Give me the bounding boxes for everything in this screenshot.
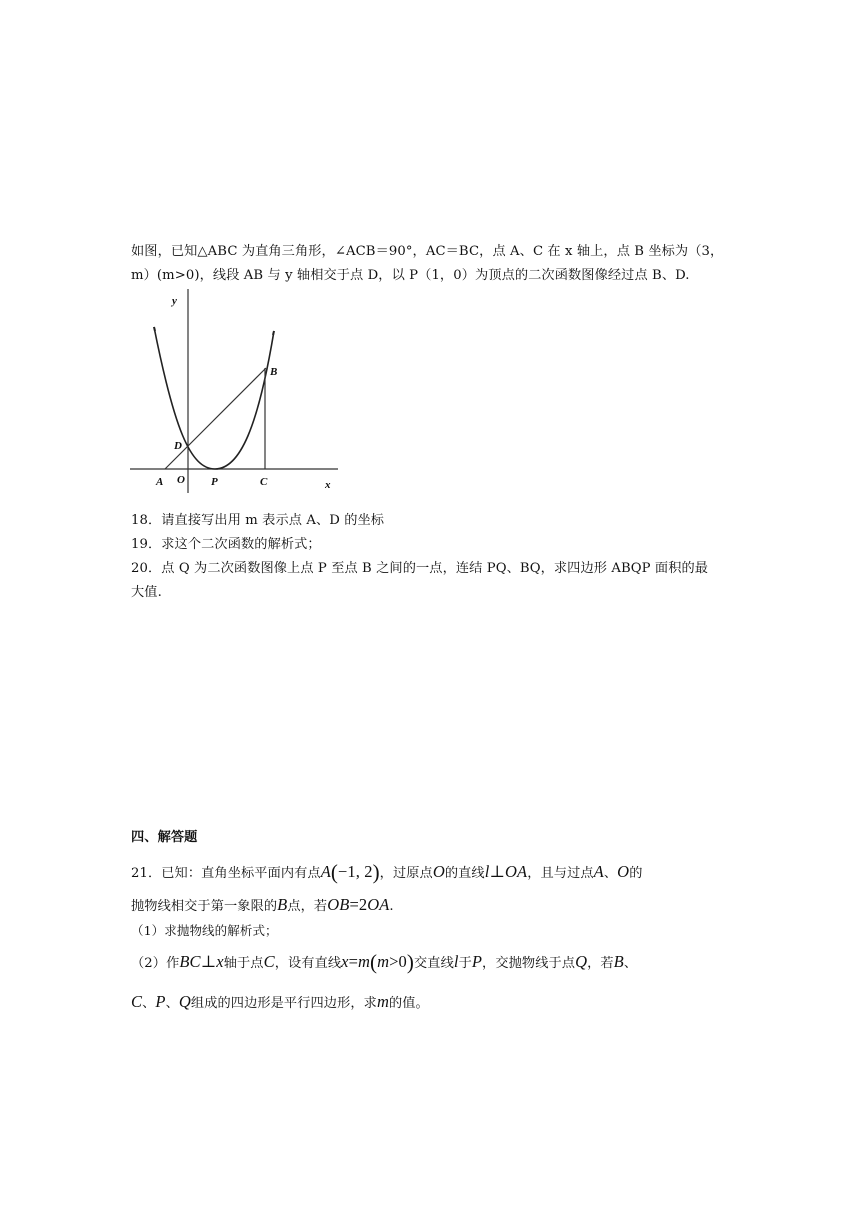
- label-y: y: [172, 295, 177, 307]
- point-b-math: B: [277, 895, 288, 914]
- q3-m-math: m: [376, 992, 389, 1011]
- q2-lparen: (: [370, 950, 378, 974]
- p21-mid3: ，且与过点: [527, 866, 594, 881]
- q2-point-b-math: B: [613, 952, 624, 971]
- q3-point-c-math: C: [131, 992, 143, 1011]
- question-20-line1: 20．点 Q 为二次函数图像上点 P 至点 B 之间的一点，连结 PQ、BQ，求四边形 ABQP 面积的最: [131, 561, 709, 576]
- parabola-left-end: [154, 327, 155, 331]
- p21-l2-end: .: [389, 899, 394, 914]
- p21-mid1: ，过原点: [379, 866, 433, 881]
- origin-o2-math: O: [617, 862, 630, 881]
- problem-21-line1: [131, 860, 642, 886]
- parabola-right-end: [273, 331, 274, 335]
- line-l-math: l: [484, 862, 490, 881]
- label-c: C: [260, 476, 268, 488]
- q2-mid2: ，设有直线: [274, 956, 342, 971]
- q2-mid4: 于: [458, 956, 472, 971]
- question-20-line2: 大值.: [131, 585, 162, 600]
- q3-mid: 组成的四边形是平行四边形，求: [190, 996, 377, 1011]
- question-18: 18．请直接写出用 m 表示点 A、D 的坐标: [131, 513, 385, 528]
- point-a2-math: A: [593, 862, 604, 881]
- problem-a-intro-line1: 如图，已知△ABC 为直角三角形，∠ACB＝90°，AC＝BC，点 A、C 在 x 轴上，点 B 坐标为（3，: [131, 244, 724, 259]
- label-a: A: [156, 476, 164, 488]
- paren-right: ): [372, 860, 380, 884]
- p21-end: 的: [629, 866, 643, 881]
- q2-sep: 、: [623, 956, 638, 971]
- m-var2-math: m: [377, 952, 390, 971]
- parabola-curve: [154, 327, 274, 469]
- q3-sep1: 、: [142, 996, 156, 1011]
- perp-symbol: ⊥: [489, 862, 506, 881]
- problem-21-q2-cont: [131, 990, 429, 1016]
- p21-l2-mid: 点，若: [287, 899, 328, 914]
- point-a-coords: −1, 2: [338, 862, 373, 881]
- paren-left: (: [330, 860, 338, 884]
- coef-2: 2: [358, 895, 368, 914]
- gt-symbol: >: [389, 952, 399, 971]
- q2-mid5: ，交抛物线于点: [482, 956, 576, 971]
- q3-point-q-math: Q: [178, 992, 191, 1011]
- q2-line-l-math: l: [453, 952, 459, 971]
- origin-o-math: O: [432, 862, 445, 881]
- q2-perp: ⊥: [200, 952, 217, 971]
- q2-mid3: 交直线: [414, 956, 454, 971]
- label-o: O: [177, 474, 185, 486]
- q2-rparen: ): [406, 950, 414, 974]
- q2-mid6: ，若: [587, 956, 614, 971]
- q2-prefix: （2）作: [131, 956, 180, 971]
- oa-math: OA: [505, 862, 528, 881]
- x-var-math: x: [341, 952, 349, 971]
- segment-ab: [165, 368, 266, 469]
- point-c-math: C: [263, 952, 275, 971]
- problem-21-q2: [131, 950, 637, 976]
- x-axis-math: x: [216, 952, 224, 971]
- section-title: 四、解答题: [131, 830, 198, 845]
- p21-sep: 、: [603, 866, 618, 881]
- point-p-math: P: [471, 952, 483, 971]
- q3-sep2: 、: [165, 996, 179, 1011]
- q2-mid1: 轴于点: [223, 956, 264, 971]
- zero-value: 0: [398, 952, 407, 971]
- p21-mid2: 的直线: [444, 866, 485, 881]
- label-b: B: [270, 366, 278, 378]
- label-d: D: [174, 440, 182, 452]
- equals-symbol: =: [349, 895, 359, 914]
- q3-point-p-math: P: [155, 992, 166, 1011]
- label-x: x: [325, 479, 331, 491]
- p21-prefix: 21．已知：直角坐标平面内有点: [131, 866, 321, 881]
- label-p: P: [211, 476, 218, 488]
- p21-l2-prefix: 抛物线相交于第一象限的: [131, 899, 278, 914]
- bc-math: BC: [179, 952, 201, 971]
- question-19: 19．求这个二次函数的解析式；: [131, 537, 321, 552]
- problem-a-intro-line2: m）(m>0)，线段 AB 与 y 轴相交于点 D，以 P（1，0）为顶点的二次函数图像经过点 B、D.: [131, 268, 690, 283]
- parabola-triangle-figure: [124, 287, 344, 493]
- ob-math: OB: [327, 895, 350, 914]
- oa2-math: OA: [367, 895, 390, 914]
- m-var-math: m: [357, 952, 371, 971]
- q2-eq: =: [348, 952, 358, 971]
- q3-end: 的值。: [388, 996, 429, 1011]
- problem-21-line2: [131, 893, 394, 919]
- point-a-math: A: [320, 862, 331, 881]
- problem-21-q1: （1）求抛物线的解析式；: [131, 923, 278, 938]
- point-q-math: Q: [575, 952, 588, 971]
